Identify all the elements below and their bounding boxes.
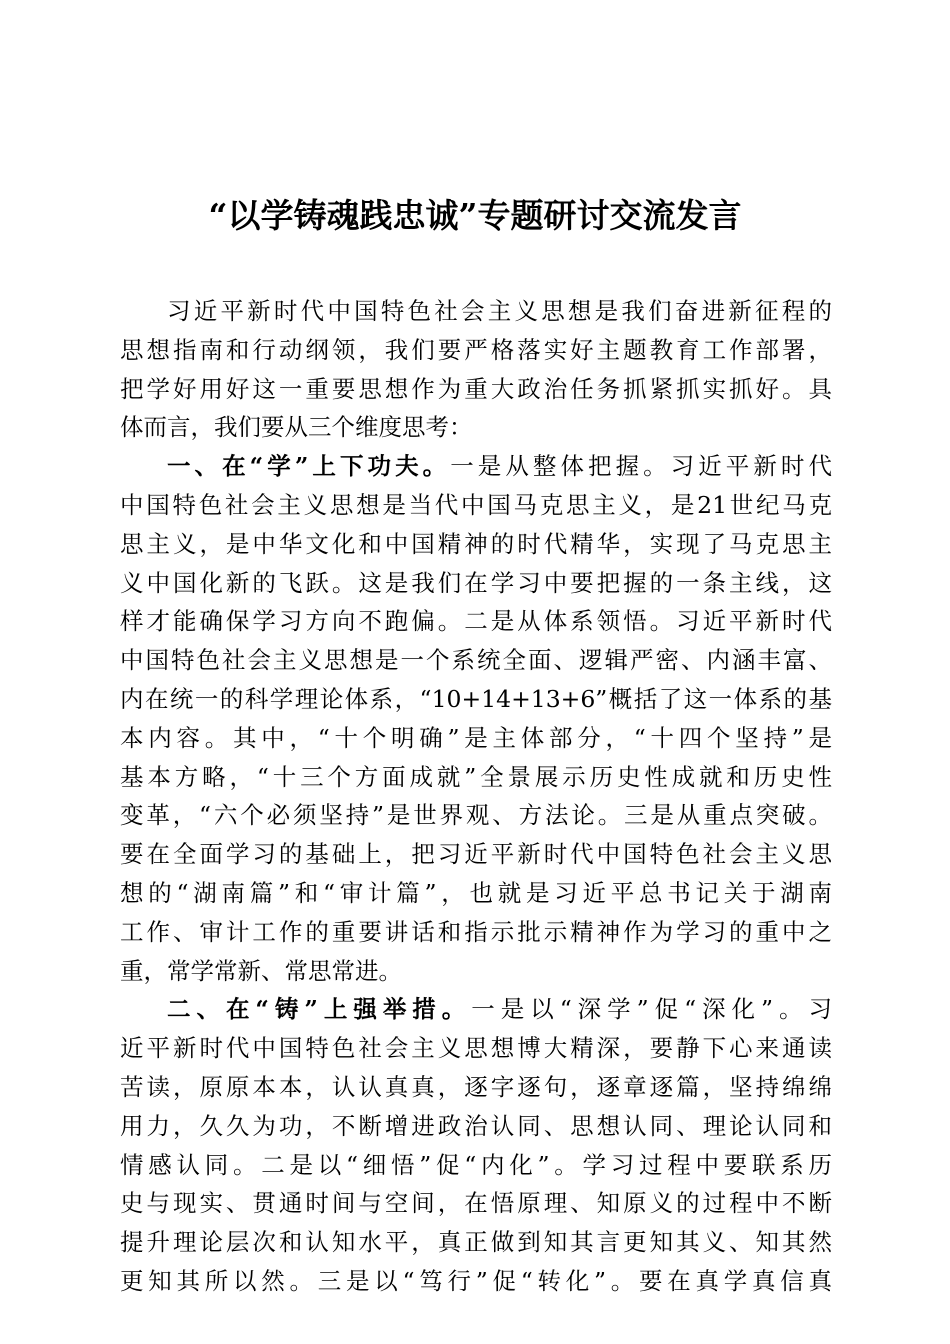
line-text: 要在全面学习的基础上，把习近平新时代中国特色社会主义思 [120,840,832,869]
text-line [120,1184,832,1223]
line-text: 样才能确保学习方向不跑偏。二是从体系领悟。习近平新时代 [120,607,832,636]
text-line [120,292,832,331]
text-line [120,1029,832,1068]
text-line [120,796,832,835]
text-line [120,835,832,874]
line-text: 一是以“深学”促“深化”。习 [471,995,832,1024]
section-heading: 一、在“学”上下功夫。 [167,452,451,481]
text-line [120,758,832,797]
text-line [120,874,832,913]
text-line [120,408,832,447]
line-text: 近平新时代中国特色社会主义思想博大精深，要静下心来通读 [120,1034,832,1063]
text-line [120,486,832,525]
document-title: “以学铸魂践忠诚”专题研讨交流发言 [208,196,742,235]
line-text: 体而言，我们要从三个维度思考： [120,413,473,442]
line-text: 思主义，是中华文化和中国精神的时代精华，实现了马克思主 [120,529,832,558]
text-line [120,913,832,952]
text-line [120,1262,832,1301]
line-text: 本内容。其中，“十个明确”是主体部分，“十四个坚持”是 [120,723,832,752]
text-line [120,525,832,564]
line-text: 提升理论层次和认知水平，真正做到知其言更知其义、知其然 [120,1228,832,1257]
text-line [120,1146,832,1185]
line-text: 中国特色社会主义思想是当代中国马克思主义，是21世纪马克 [120,490,832,519]
line-text: 义中国化新的飞跃。这是我们在学习中要把握的一条主线，这 [120,568,832,597]
line-text: 思想指南和行动纲领，我们要严格落实好主题教育工作部署， [120,335,832,364]
text-line [120,331,832,370]
text-line [120,990,832,1029]
line-text: 一是从整体把握。习近平新时代 [450,452,832,481]
text-line [120,1107,832,1146]
line-text: 习近平新时代中国特色社会主义思想是我们奋进新征程的 [167,297,832,325]
line-text: 史与现实、贯通时间与空间，在悟原理、知原义的过程中不断 [120,1189,832,1218]
line-text: 苦读，原原本本，认认真真，逐字逐句，逐章逐篇，坚持绵绵 [120,1072,832,1101]
text-line [120,1223,832,1262]
text-line [120,952,832,991]
line-text: 想的“湖南篇”和“审计篇”，也就是习近平总书记关于湖南 [120,878,832,907]
text-line [120,719,832,758]
text-line [120,447,832,486]
line-text: 情感认同。二是以“细悟”促“内化”。学习过程中要联系历 [120,1150,832,1179]
section-heading: 二、在“铸”上强举措。 [167,995,472,1024]
line-text: 变革，“六个必须坚持”是世界观、方法论。三是从重点突破。 [120,801,832,830]
line-text: 基本方略，“十三个方面成就”全景展示历史性成就和历史性 [120,762,832,791]
line-text: 重，常学常新、常思常进。 [120,956,402,985]
line-text: 中国特色社会主义思想是一个系统全面、逻辑严密、内涵丰富、 [120,646,832,675]
text-line [120,1068,832,1107]
line-text: 更知其所以然。三是以“笃行”促“转化”。要在真学真信真 [120,1266,832,1295]
text-line [120,602,832,641]
text-line [120,564,832,603]
text-line [120,680,832,719]
line-text: 用力，久久为功，不断增进政治认同、思想认同、理论认同和 [120,1111,832,1140]
line-text: 把学好用好这一重要思想作为重大政治任务抓紧抓实抓好。具 [120,374,832,403]
line-text: 内在统一的科学理论体系，“10+14+13+6”概括了这一体系的基 [120,684,832,713]
line-text: 工作、审计工作的重要讲话和指示批示精神作为学习的重中之 [120,917,832,946]
document-body [120,292,832,1301]
text-line [120,641,832,680]
text-line [120,370,832,409]
